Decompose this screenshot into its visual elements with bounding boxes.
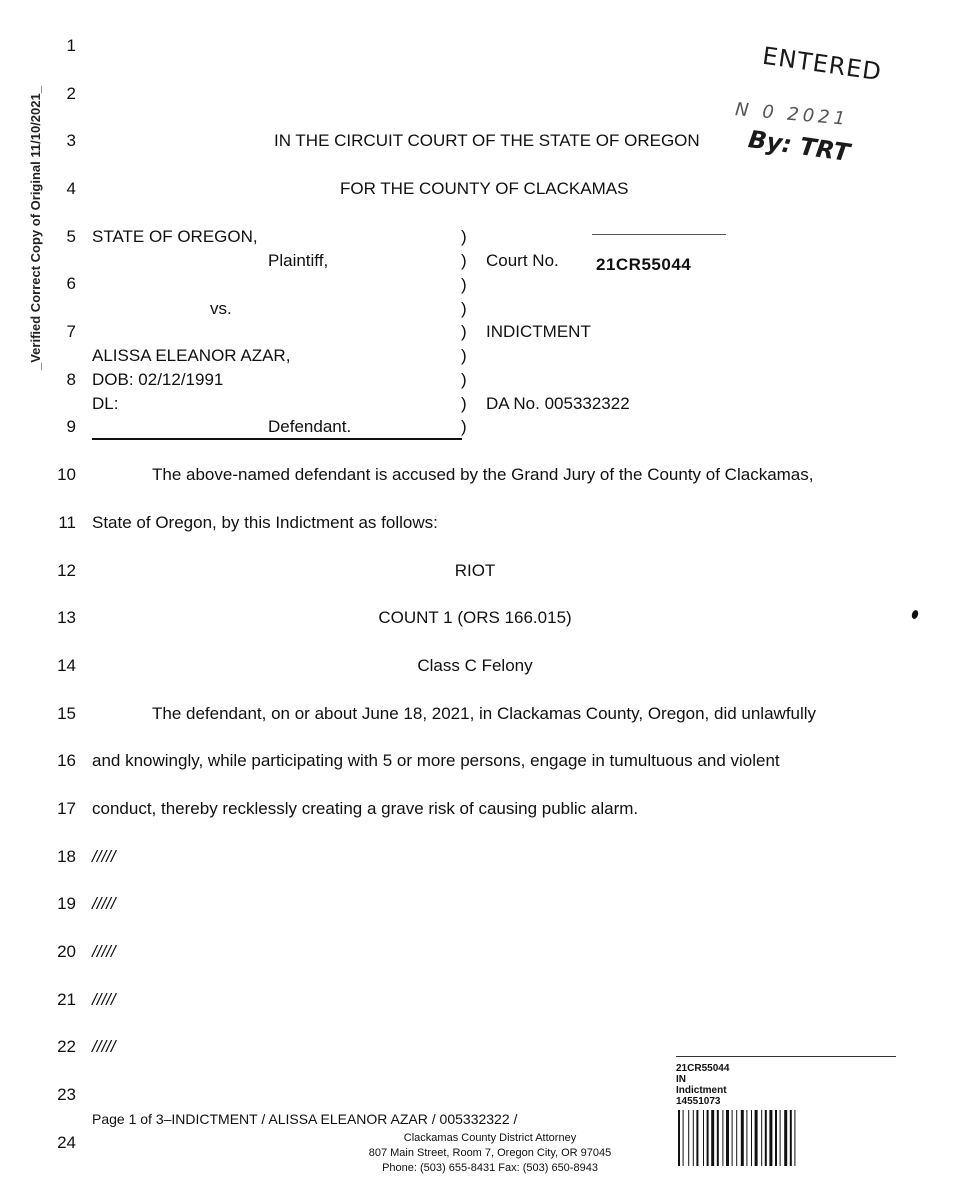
charge-paragraph-2: and knowingly, while participating with 5 or more persons, engage in tumultuous and violent <box>92 751 780 770</box>
barcode-bar <box>769 1110 772 1166</box>
continuation-slashes: ///// <box>92 894 116 913</box>
barcode-bar <box>765 1110 767 1166</box>
caption-paren: ) <box>461 322 467 341</box>
da-number: DA No. 005332322 <box>486 394 630 413</box>
court-number: 21CR55044 <box>596 255 692 274</box>
footer-phone: Phone: (503) 655-8431 Fax: (503) 650-8943 <box>382 1162 598 1174</box>
footer-page-info: Page 1 of 3–INDICTMENT / ALISSA ELEANOR AZAR / 005332322 / <box>92 1111 518 1127</box>
label-type: Indictment <box>676 1085 727 1096</box>
barcode-bar <box>751 1110 752 1166</box>
barcode-bar <box>688 1110 689 1166</box>
court-heading: IN THE CIRCUIT COURT OF THE STATE OF OREGON <box>274 131 700 150</box>
charge-title: RIOT <box>454 561 496 580</box>
caption-paren: ) <box>461 275 467 294</box>
caption-paren: ) <box>461 370 467 389</box>
barcode-bar <box>790 1110 792 1166</box>
barcode-bar <box>717 1110 719 1166</box>
line-number: 17 <box>57 799 76 818</box>
felony-class: Class C Felony <box>417 656 533 675</box>
stamp-by: By: TRT <box>746 125 852 167</box>
line-number: 3 <box>66 131 76 150</box>
ink-speck <box>911 609 920 620</box>
caption-paren: ) <box>461 227 467 246</box>
barcode-bar <box>736 1110 737 1166</box>
line-number: 8 <box>66 370 76 389</box>
continuation-slashes: ///// <box>92 847 116 866</box>
barcode-bar <box>741 1110 744 1166</box>
plaintiff-label: Plaintiff, <box>268 251 329 270</box>
charge-paragraph-1: The defendant, on or about June 18, 2021, in Clackamas County, Oregon, did unlawfully <box>152 704 817 723</box>
barcode-bar <box>722 1110 723 1166</box>
barcode-bar <box>693 1110 694 1166</box>
caption-paren: ) <box>461 251 467 270</box>
intro-line-1: The above-named defendant is accused by the Grand Jury of the County of Clackamas, <box>152 465 814 484</box>
line-number: 11 <box>58 513 76 532</box>
defendant-label: Defendant. <box>268 417 352 436</box>
intro-line-2: State of Oregon, by this Indictment as follows: <box>92 513 438 532</box>
caption-paren: ) <box>461 417 467 436</box>
court-no-label: Court No. <box>486 251 559 270</box>
line-number: 10 <box>57 465 76 484</box>
line-number: 20 <box>57 942 76 961</box>
case-label <box>676 1063 796 1107</box>
barcode-bar <box>711 1110 714 1166</box>
caption-paren: ) <box>461 346 467 365</box>
continuation-slashes: ///// <box>92 942 116 961</box>
line-number: 9 <box>66 417 76 436</box>
barcode-bar <box>707 1110 709 1166</box>
barcode-bar <box>780 1110 781 1166</box>
line-number: 21 <box>57 990 76 1009</box>
label-rule <box>676 1056 896 1057</box>
defendant-name: ALISSA ELEANOR AZAR, <box>92 346 291 365</box>
court-no-rule <box>592 234 726 235</box>
defendant-dob: DOB: 02/12/1991 <box>92 370 224 389</box>
caption-underline <box>92 438 462 440</box>
line-number: 22 <box>57 1037 76 1056</box>
plaintiff-name: STATE OF OREGON, <box>92 227 258 246</box>
county-heading: FOR THE COUNTY OF CLACKAMAS <box>340 179 629 198</box>
barcode-bar <box>703 1110 704 1166</box>
line-number: 7 <box>66 322 76 341</box>
line-number: 6 <box>66 274 76 293</box>
count-title: COUNT 1 (ORS 166.015) <box>378 608 572 627</box>
barcode-bar <box>746 1110 747 1166</box>
barcode-bar <box>696 1110 698 1166</box>
line-number: 4 <box>66 179 76 198</box>
barcode-bar <box>755 1110 758 1166</box>
continuation-slashes: ///// <box>92 990 116 1009</box>
line-number: 12 <box>57 561 76 580</box>
charge-paragraph-3: conduct, thereby recklessly creating a grave risk of causing public alarm. <box>92 799 639 818</box>
stamp-date: N 0 2021 <box>734 99 850 130</box>
line-number: 14 <box>57 656 76 675</box>
barcode-bar <box>794 1110 795 1166</box>
line-number: 15 <box>57 704 76 723</box>
document-type: INDICTMENT <box>486 322 591 341</box>
line-number: 23 <box>57 1085 76 1104</box>
caption-paren: ) <box>461 299 467 318</box>
barcode-bar <box>732 1110 733 1166</box>
versus: vs. <box>210 299 232 318</box>
barcode-bar <box>726 1110 729 1166</box>
line-number: 13 <box>57 608 76 627</box>
label-number: 14551073 <box>676 1096 721 1107</box>
barcode-bar <box>761 1110 762 1166</box>
line-number: 19 <box>57 894 76 913</box>
verification-note: _Verified Correct Copy of Original 11/10/2021_ <box>28 86 43 370</box>
line-number: 24 <box>57 1133 76 1152</box>
defendant-dl: DL: <box>92 394 119 413</box>
label-code: IN <box>676 1074 686 1085</box>
barcode-bar <box>678 1110 680 1166</box>
barcode-bar <box>784 1110 787 1166</box>
footer-office: Clackamas County District Attorney <box>403 1132 577 1144</box>
barcode <box>678 1110 858 1166</box>
barcode-bar <box>683 1110 684 1166</box>
label-case-number: 21CR55044 <box>676 1063 730 1074</box>
line-number: 16 <box>57 751 76 770</box>
caption-paren: ) <box>461 394 467 413</box>
footer-address: 807 Main Street, Room 7, Oregon City, OR 97045 <box>368 1147 612 1159</box>
barcode-bar <box>775 1110 777 1166</box>
line-number: 1 <box>66 36 76 55</box>
line-number: 2 <box>66 84 76 103</box>
line-number: 18 <box>57 847 76 866</box>
line-number: 5 <box>66 227 76 246</box>
entered-stamp: ENTERED <box>760 41 884 87</box>
continuation-slashes: ///// <box>92 1037 116 1056</box>
